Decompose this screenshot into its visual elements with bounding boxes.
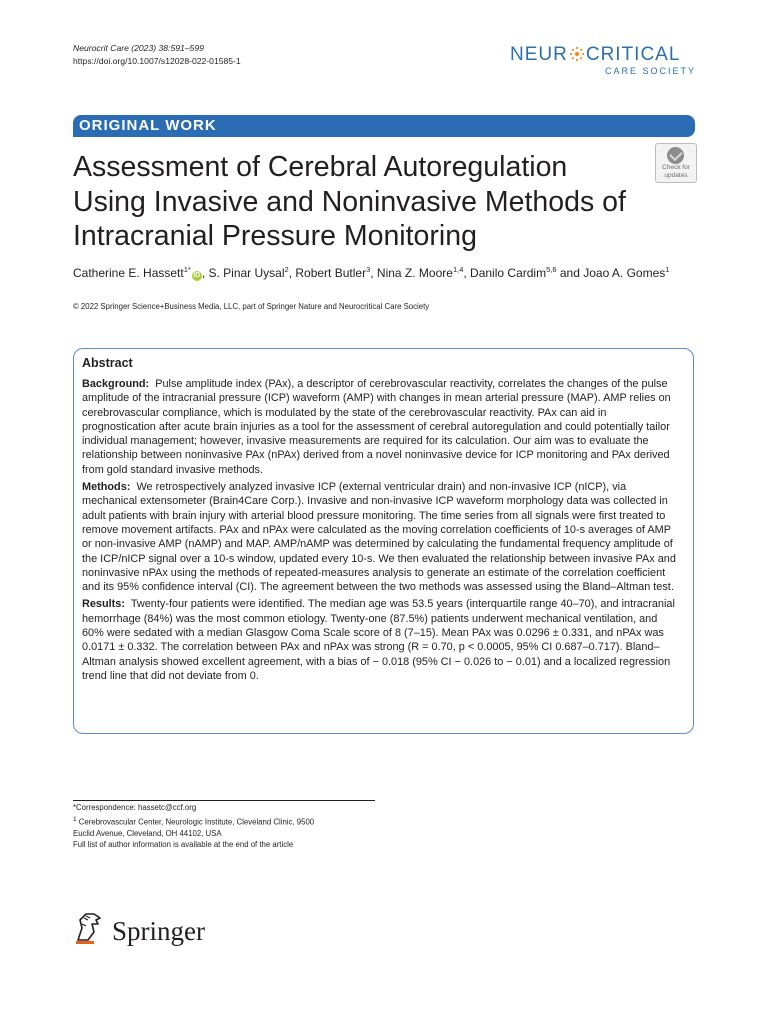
affiliation-note: $^1$ Cerebrovascular Center, Neurologic Institute, Cleveland Clinic, 9500 bbox=[73, 815, 315, 827]
citation: Neurocrit Care (2023) 38:591–599 bbox=[73, 43, 204, 53]
logo-word-right: CRITICAL bbox=[585, 44, 681, 65]
section-label: Methods: bbox=[82, 481, 131, 494]
check-updates-label: Check for updates bbox=[662, 164, 690, 179]
author-name[interactable]: Joao A. Gomes bbox=[583, 266, 666, 280]
article-type-banner bbox=[73, 115, 695, 137]
author-name[interactable]: S. Pinar Uysal bbox=[208, 266, 285, 280]
author-affiliation: 2 bbox=[284, 265, 289, 274]
author-affiliation: 1* bbox=[183, 265, 191, 274]
springer-horse-icon bbox=[72, 910, 108, 946]
abstract-body bbox=[82, 377, 680, 686]
publisher-name: Springer bbox=[112, 916, 205, 946]
abstract-heading: Abstract bbox=[82, 356, 133, 370]
section-label: Background: bbox=[82, 378, 150, 390]
author-affiliation: 5,6 bbox=[546, 265, 557, 274]
section-text: Pulse amplitude index (PAx), a descriptor of cerebrovascular reactivity, correlates the changes of the pulse amplitude of the intracranial pressure (ICP) waveform (AMP) with changes in mean arterial pressure (MAP). AMP relies on cerebrovascular compliance, which is modulated by the state of the cerebrovascular reactivity. PAx can aid in prognostication after acute brain injuries as a tool for the assessment of cerebral autoregulation and could potentially tailor individual management; however, invasive measurements are required for its calculation. Our aim was to evaluate the relationship between noninvasive PAx (nPAx) derived from a novel noninvasive device for ICP monitoring and PAx derived from gold standard invasive methods. bbox=[82, 378, 671, 476]
footnotes bbox=[73, 802, 373, 851]
doi-link[interactable]: https://doi.org/10.1007/s12028-022-01585-1 bbox=[73, 56, 241, 66]
check-for-updates-button[interactable] bbox=[655, 143, 697, 183]
section-label: Results: bbox=[82, 598, 125, 611]
logo-subline: CARE SOCIETY bbox=[604, 66, 696, 76]
article-type-label: ORIGINAL WORK bbox=[79, 117, 217, 134]
author-name[interactable]: Robert Butler bbox=[295, 266, 367, 280]
check-badge-icon bbox=[667, 147, 684, 164]
journal-info bbox=[73, 42, 241, 68]
author-affiliation: 1 bbox=[665, 265, 670, 274]
article-title: Assessment of Cerebral Autoregulation Using Invasive and Noninvasive Methods of Intracranial Pressure Monitoring bbox=[73, 151, 626, 252]
author-list: Catherine E. Hassett$^{1*}$iD , S. Pinar Uysal$^2$, Robert Butler$^3$, Nina Z. Moore$^{1,4}$, Danilo Cardim$^{5,6}$ and Joao A. Gomes$^1$ bbox=[73, 265, 670, 280]
abstract-box bbox=[73, 348, 694, 734]
author-name[interactable]: Danilo Cardim bbox=[470, 266, 547, 280]
affiliation-address: Euclid Avenue, Cleveland, OH 44102, USA bbox=[73, 828, 222, 838]
author-name[interactable]: Catherine E. Hassett bbox=[73, 266, 184, 280]
orcid-icon[interactable]: iD bbox=[193, 272, 201, 279]
footnote-divider bbox=[73, 800, 375, 801]
sunburst-icon bbox=[569, 46, 585, 62]
abstract-results bbox=[82, 597, 680, 683]
neurocritical-care-society-logo bbox=[510, 44, 696, 80]
author-affiliation: 1,4 bbox=[452, 265, 464, 274]
logo-word-left: NEUR bbox=[510, 44, 568, 65]
springer-logo bbox=[72, 910, 222, 950]
abstract-background bbox=[82, 377, 680, 477]
author-affiliation: 3 bbox=[366, 265, 371, 274]
author-name[interactable]: Nina Z. Moore bbox=[376, 266, 453, 280]
abstract-methods bbox=[82, 480, 680, 594]
copyright-notice: © 2022 Springer Science+Business Media, LLC, part of Springer Nature and Neurocritical Care Society bbox=[73, 302, 430, 311]
correspondence-note: *Correspondence: hassetc@ccf.org bbox=[73, 803, 197, 812]
section-text: We retrospectively analyzed invasive ICP (external ventricular drain) and non-invasive ICP (nICP), via mechanical extensometer (Brain4Care Corp.). Invasive and non-invasive ICP waveform morphology data was collected in adult patients with brain injury with arterial blood pressure monitoring. The time series from all signals were first treated to remove movement artifacts. PAx and nPAx were calculated as the moving correlation coefficients of 10-s averages of AMP or non-invasive AMP (nAMP) and MAP. AMP/nAMP was determined by calculating the fundamental frequency amplitude of the ICP/nICP signal over a 10-s window, updated every 10-s. We then evaluated the relationship between invasive PAx and noninvasive nPAx using the methods of repeated-measures analysis to generate an estimate of the correlation coefficient and its 95% confidence interval (CI). The agreement between the two methods was assessed using the Bland–Altman test. bbox=[82, 481, 676, 594]
section-text: Twenty-four patients were identified. The median age was 53.5 years (interquartile range 40–70), and intracranial hemorrhage (84%) was the most common etiology. Twenty-one (87.5%) patients underwent mechanical ventilation, and 60% were sedated with a median Glasgow Coma Scale score of 8 (7–15). Mean PAx was 0.0296 ± 0.331, and nPAx was 0.0171 ± 0.332. The correlation between PAx and nPAx was strong (R = 0.70, p < 0.0005, 95% CI 0.687–0.717). Bland–Altman analysis showed excellent agreement, with a bias of − 0.018 (95% CI − 0.026 to − 0.01) and a localized regression trend line that did not deviate from 0. bbox=[82, 598, 675, 682]
full-author-info-note: Full list of author information is available at the end of the article bbox=[73, 840, 294, 850]
